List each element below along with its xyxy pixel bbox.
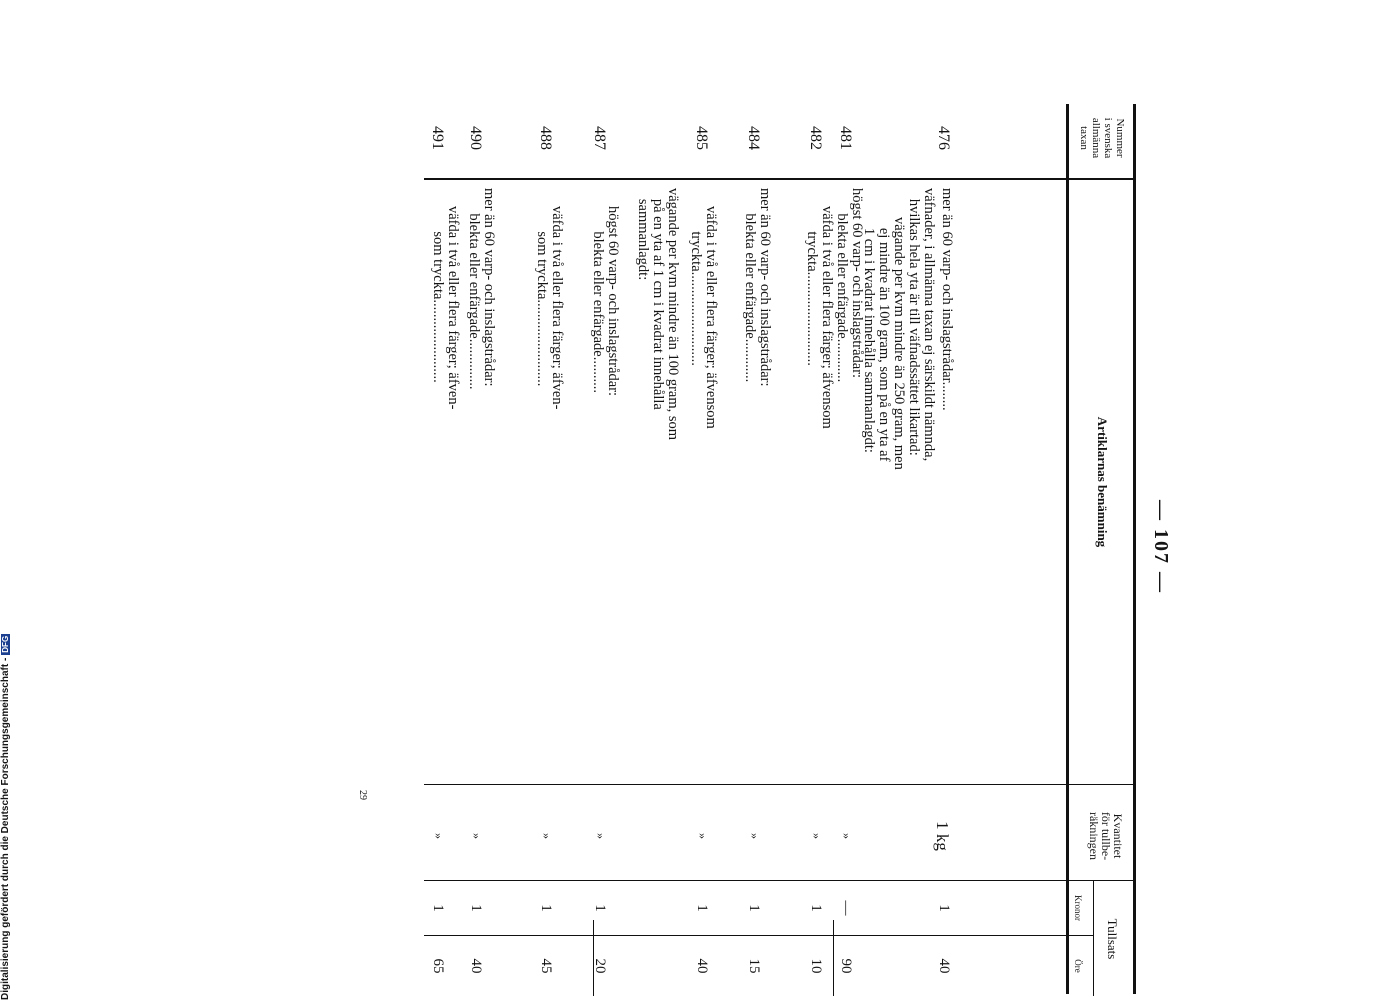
- tariff-number: 488: [537, 126, 554, 150]
- top-rule: [1133, 104, 1136, 994]
- item-kronor: —: [838, 900, 854, 916]
- item-quantity: »: [432, 833, 446, 839]
- footer-text: Digitalisierung gefördert durch die Deutsche Forschungsgemeinschaft -: [0, 657, 11, 1000]
- ore-subheader: Öre: [1073, 959, 1083, 973]
- item-description: mer än 60 varp- och inslagstrådar: blekta eller enfärgade..............: [466, 188, 497, 390]
- qty-header-line: Kvantitet: [1111, 813, 1125, 859]
- rate-column-header: Tullsats: [1105, 918, 1120, 960]
- item-quantity: 1 kg: [933, 821, 952, 851]
- item-quantity: »: [696, 833, 710, 839]
- printer-signature: 29: [357, 790, 368, 800]
- qty-column-header: [1088, 786, 1124, 886]
- num-header-line: taxan: [1078, 126, 1090, 150]
- item-quantity: »: [810, 833, 824, 839]
- num-header-line: Nummer: [1114, 118, 1126, 158]
- tariff-number: 491: [429, 126, 446, 150]
- item-kronor: 1: [808, 904, 824, 912]
- item-description: väfda i två eller flera färger; äfvensom tryckta..........................: [804, 206, 835, 429]
- num-column-header: [1078, 104, 1126, 172]
- num-header-line: allmänna: [1090, 117, 1102, 159]
- item-ore: 20: [592, 958, 608, 974]
- item-description: mer än 60 varp- och inslagstrådar........: [939, 188, 955, 411]
- tariff-number: 482: [807, 126, 824, 150]
- rate-section-rule: [833, 920, 834, 996]
- tariff-number: 484: [745, 126, 762, 150]
- item-kronor: 1: [430, 904, 446, 912]
- item-kronor: 1: [468, 904, 484, 912]
- item-description: högst 60 varp- och inslagstrådar: blekta eller enfärgade..........: [590, 206, 621, 397]
- qty-header-line: för tullbe-: [1099, 811, 1113, 861]
- header-rule: [1066, 104, 1069, 994]
- item-kronor: 1: [694, 904, 710, 912]
- rotated-page: [224, 80, 1172, 974]
- qty-column-rule: [424, 880, 1136, 881]
- qty-header-line: räkningen: [1087, 812, 1101, 860]
- item-ore: 90: [838, 958, 854, 974]
- page-number: — 107 —: [1150, 500, 1172, 594]
- desc-column-header: Artiklarnas benämning: [1095, 416, 1110, 548]
- tariff-number: 481: [837, 126, 854, 150]
- kronor-subheader: Kronor: [1073, 895, 1083, 921]
- desc-column-rule: [424, 784, 1136, 785]
- section-description: väfnader, i allmänna taxan ej särskildt nämnda, hvilkas hela yta är till väfnadssättet likartad: vägande per kvm mindre än 250 gram, men ej mindre än 100 gram, som på en yta af 1 cm i kvadrat innehålla sammanlagdt:: [861, 188, 937, 470]
- item-quantity: »: [840, 833, 854, 839]
- item-ore: 40: [468, 958, 484, 974]
- dfg-logo: DFG: [0, 635, 10, 653]
- item-ore: 45: [538, 958, 554, 974]
- rate-subheader-rule: [1093, 880, 1094, 996]
- item-kronor: 1: [936, 904, 952, 912]
- item-description: mer än 60 varp- och inslagstrådar: blekta eller enfärgade............: [742, 188, 773, 387]
- item-ore: 15: [746, 958, 762, 974]
- num-header-line: i svenska: [1102, 117, 1114, 159]
- item-ore: 65: [430, 958, 446, 974]
- tariff-number: 487: [591, 126, 608, 150]
- item-kronor: 1: [592, 904, 608, 912]
- item-quantity: »: [470, 833, 484, 839]
- tariff-number: 476: [935, 126, 952, 150]
- digitization-footer: [0, 620, 11, 1000]
- item-quantity: »: [748, 833, 762, 839]
- tariff-number: 490: [467, 126, 484, 150]
- item-description: väfda i två eller flera färger; äfvensom tryckta..........................: [688, 206, 719, 429]
- item-kronor: 1: [538, 904, 554, 912]
- item-ore: 40: [694, 958, 710, 974]
- item-description: väfda i två eller flera färger; äfven- som tryckta........................: [534, 206, 565, 410]
- item-ore: 40: [936, 958, 952, 974]
- section-description: vägande per kvm mindre än 100 gram, som på en yta af 1 cm i kvadrat innehålla sammanlagdt:: [635, 188, 681, 441]
- num-column-rule: [424, 178, 1136, 180]
- item-description: väfda i två eller flera färger; äfven- som tryckta.......................: [430, 206, 461, 410]
- item-quantity: »: [594, 833, 608, 839]
- item-ore: 10: [808, 958, 824, 974]
- tariff-number: 485: [693, 126, 710, 150]
- item-description: högst 60 varp- och inslagstrådar: blekta eller enfärgade............: [834, 188, 865, 383]
- item-kronor: 1: [746, 904, 762, 912]
- item-quantity: »: [540, 833, 554, 839]
